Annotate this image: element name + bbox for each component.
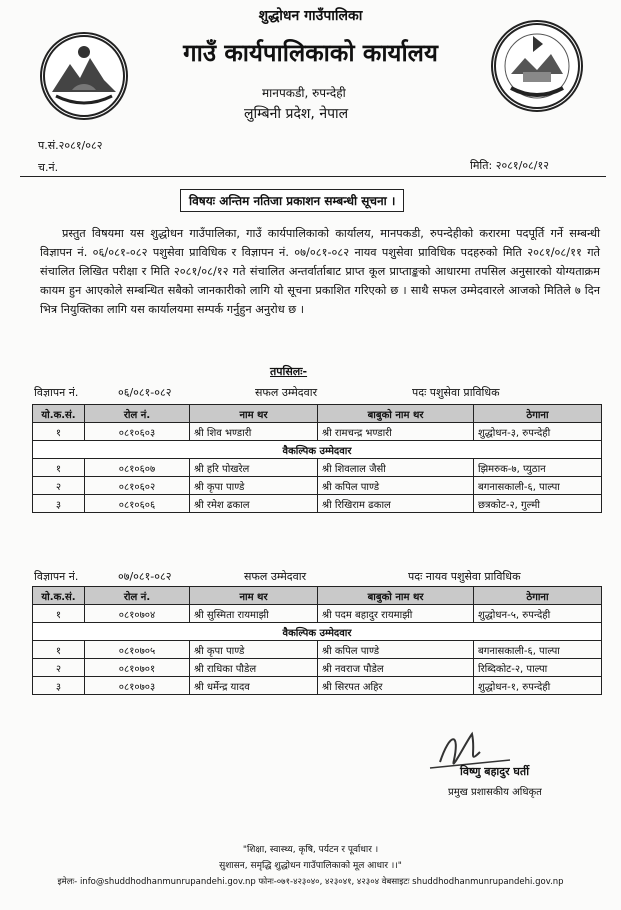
- cell-name: श्री कृपा पाण्डे: [190, 477, 318, 495]
- cell-father: श्री रामचन्द्र भण्डारी: [318, 423, 474, 441]
- cell-roll: ०८१०७०१: [85, 659, 190, 677]
- table-row: [33, 659, 602, 677]
- cell-address: शुद्धोधन-५, रुपन्देही: [474, 605, 602, 623]
- cell-serial: ३: [33, 495, 85, 513]
- cell-roll: ०८१०६०२: [85, 477, 190, 495]
- cell-address: बगनासकाली-६, पाल्पा: [474, 477, 602, 495]
- col-address: ठेगाना: [474, 587, 602, 605]
- cell-roll: ०८१०७०५: [85, 641, 190, 659]
- cell-address: झिमरुक-७, प्युठान: [474, 459, 602, 477]
- col-address: ठेगाना: [474, 405, 602, 423]
- table-row: [33, 423, 602, 441]
- table-row: [33, 459, 602, 477]
- col-father: बाबुको नाम थर: [318, 405, 474, 423]
- cell-address: रिब्दिकोट-२, पाल्पा: [474, 659, 602, 677]
- vacancy-1-label: विज्ञापन नं.: [34, 386, 79, 399]
- col-roll: रोल नं.: [85, 587, 190, 605]
- cell-serial: २: [33, 477, 85, 495]
- cell-father: श्री शिवलाल जैसी: [318, 459, 474, 477]
- cell-name: श्री धर्मेन्द्र यादव: [190, 677, 318, 695]
- cell-roll: ०८१०६०३: [85, 423, 190, 441]
- cell-address: शुद्धोधन-३, रुपन्देही: [474, 423, 602, 441]
- cell-father: श्री नवराज पौडेल: [318, 659, 474, 677]
- cell-name: श्री राधिका पौडेल: [190, 659, 318, 677]
- municipality-name: शुद्धोधन गाउँपालिका: [258, 8, 363, 24]
- cell-name: श्री रमेश ढकाल: [190, 495, 318, 513]
- cell-father: श्री कपिल पाण्डे: [318, 641, 474, 659]
- cell-serial: २: [33, 659, 85, 677]
- col-serial: यो.क.सं.: [33, 587, 85, 605]
- vacancy-2-number: ०७/०८१-०८२: [118, 570, 172, 583]
- cell-name: श्री सुस्मिता रायमाझी: [190, 605, 318, 623]
- cell-roll: ०८१०७०४: [85, 605, 190, 623]
- footer-motto-2: सुशासन, समृद्धि शुद्धोधन गाउँपालिकाको मूल आधार ।।": [219, 861, 402, 871]
- vacancy-2-label: विज्ञापन नं.: [34, 570, 79, 583]
- vacancy-1-success-label: सफल उम्मेदवार: [255, 386, 318, 399]
- col-name: नाम थर: [190, 405, 318, 423]
- cell-father: श्री सिरपत अहिर: [318, 677, 474, 695]
- table-row: [33, 477, 602, 495]
- vacancy-2-success-label: सफल उम्मेदवार: [244, 570, 307, 583]
- cell-name: श्री कृपा पाण्डे: [190, 641, 318, 659]
- table-header-row: [33, 587, 602, 605]
- table-header-row: [33, 405, 602, 423]
- cell-serial: ३: [33, 677, 85, 695]
- cell-name: श्री शिव भण्डारी: [190, 423, 318, 441]
- alternate-heading: वैकल्पिक उम्मेदवार: [33, 441, 602, 459]
- cell-father: श्री रिखिराम ढकाल: [318, 495, 474, 513]
- table-row: [33, 677, 602, 695]
- signatory-title: प्रमुख प्रशासकीय अधिकृत: [448, 787, 542, 798]
- cell-address: बगनासकाली-६, पाल्पा: [474, 641, 602, 659]
- vacancy-2-table: [32, 586, 602, 695]
- tapsil-heading: तपसिलः-: [270, 365, 308, 378]
- patra-sankhya: प.सं.२०८१/०८२: [38, 139, 103, 152]
- table-row: [33, 495, 602, 513]
- vacancy-2-post: पदः नायव पशुसेवा प्राविधिक: [408, 570, 521, 583]
- col-roll: रोल नं.: [85, 405, 190, 423]
- alternate-heading: वैकल्पिक उम्मेदवार: [33, 623, 602, 641]
- alternate-heading-row: [33, 441, 602, 459]
- col-name: नाम थर: [190, 587, 318, 605]
- cell-father: श्री कपिल पाण्डे: [318, 477, 474, 495]
- office-name: गाउँ कार्यपालिकाको कार्यालय: [183, 39, 438, 67]
- cell-roll: ०८१०७०३: [85, 677, 190, 695]
- cell-name: श्री हरि पोखरेल: [190, 459, 318, 477]
- table-row: [33, 641, 602, 659]
- alternate-heading-row: [33, 623, 602, 641]
- vacancy-1-post: पदः पशुसेवा प्राविधिक: [412, 386, 500, 399]
- location-line-1: मानपकडी, रुपन्देही: [262, 86, 346, 100]
- cell-serial: १: [33, 423, 85, 441]
- footer-contact: इमेलः- info@shuddhodhanmunrupandehi.gov.np फोनः-०७१-४२३०४०, ४२३०४१, ४२३०४ वेबसाइटः shuddhodhanmunrupandehi.gov.np: [57, 877, 564, 887]
- footer-motto-1: "शिक्षा, स्वास्थ्य, कृषि, पर्यटन र पूर्वाधार ।: [242, 845, 379, 855]
- vacancy-1-table: [32, 404, 602, 513]
- location-line-2: लुम्बिनी प्रदेश, नेपाल: [244, 106, 349, 122]
- chalani-number: च.नं.: [38, 161, 59, 174]
- cell-roll: ०८१०६०७: [85, 459, 190, 477]
- notice-body: प्रस्तुत विषयमा यस शुद्धोधन गाउँपालिका, गाउँ कार्यपालिकाको कार्यालय, मानपकडी, रुपन्देहीको करारमा पदपूर्ति गर्ने सम्बन्धी विज्ञापन नं. ०६/०८१-०८२ पशुसेवा प्राविधिक र विज्ञापन नं. ०७/०८१-०८२ नायव पशुसेवा प्राविधिक पदहरुको मिति २०८१/०८/११ गते संचालित लिखित परीक्षा र मिति २०८१/०८/१२ गते संचालित अन्तर्वार्ताबाट प्राप्त कूल प्राप्ताङ्कको आधारमा तपसिल अनुसारको योग्यताक्रम कायम हुन आएकोले सम्बन्धित सबैको जानकारीको लागि यो सूचना प्रकाशित गरिएको छ । साथै सफल उम्मेदवारले आजको मितिले ७ दिन भित्र नियुक्तिका लागि यस कार्यालयमा सम्पर्क गर्नुहुन अनुरोध छ ।: [40, 227, 600, 316]
- cell-serial: १: [33, 641, 85, 659]
- letter-date: मिति: २०८१/०८/१२: [470, 159, 549, 172]
- cell-serial: १: [33, 459, 85, 477]
- table-row: [33, 605, 602, 623]
- cell-serial: १: [33, 605, 85, 623]
- cell-address: शुद्धोधन-१, रुपन्देही: [474, 677, 602, 695]
- cell-father: श्री पदम बहादुर रायमाझी: [318, 605, 474, 623]
- col-serial: यो.क.सं.: [33, 405, 85, 423]
- col-father: बाबुको नाम थर: [318, 587, 474, 605]
- cell-roll: ०८१०६०६: [85, 495, 190, 513]
- cell-address: छत्रकोट-२, गुल्मी: [474, 495, 602, 513]
- vacancy-1-number: ०६/०८१-०८२: [118, 386, 172, 399]
- signatory-name: विष्णु बहादुर घर्ती: [460, 765, 530, 778]
- subject-box: विषयः अन्तिम नतिजा प्रकाशन सम्बन्धी सूचना ।: [180, 189, 404, 212]
- header-rule: [20, 176, 606, 177]
